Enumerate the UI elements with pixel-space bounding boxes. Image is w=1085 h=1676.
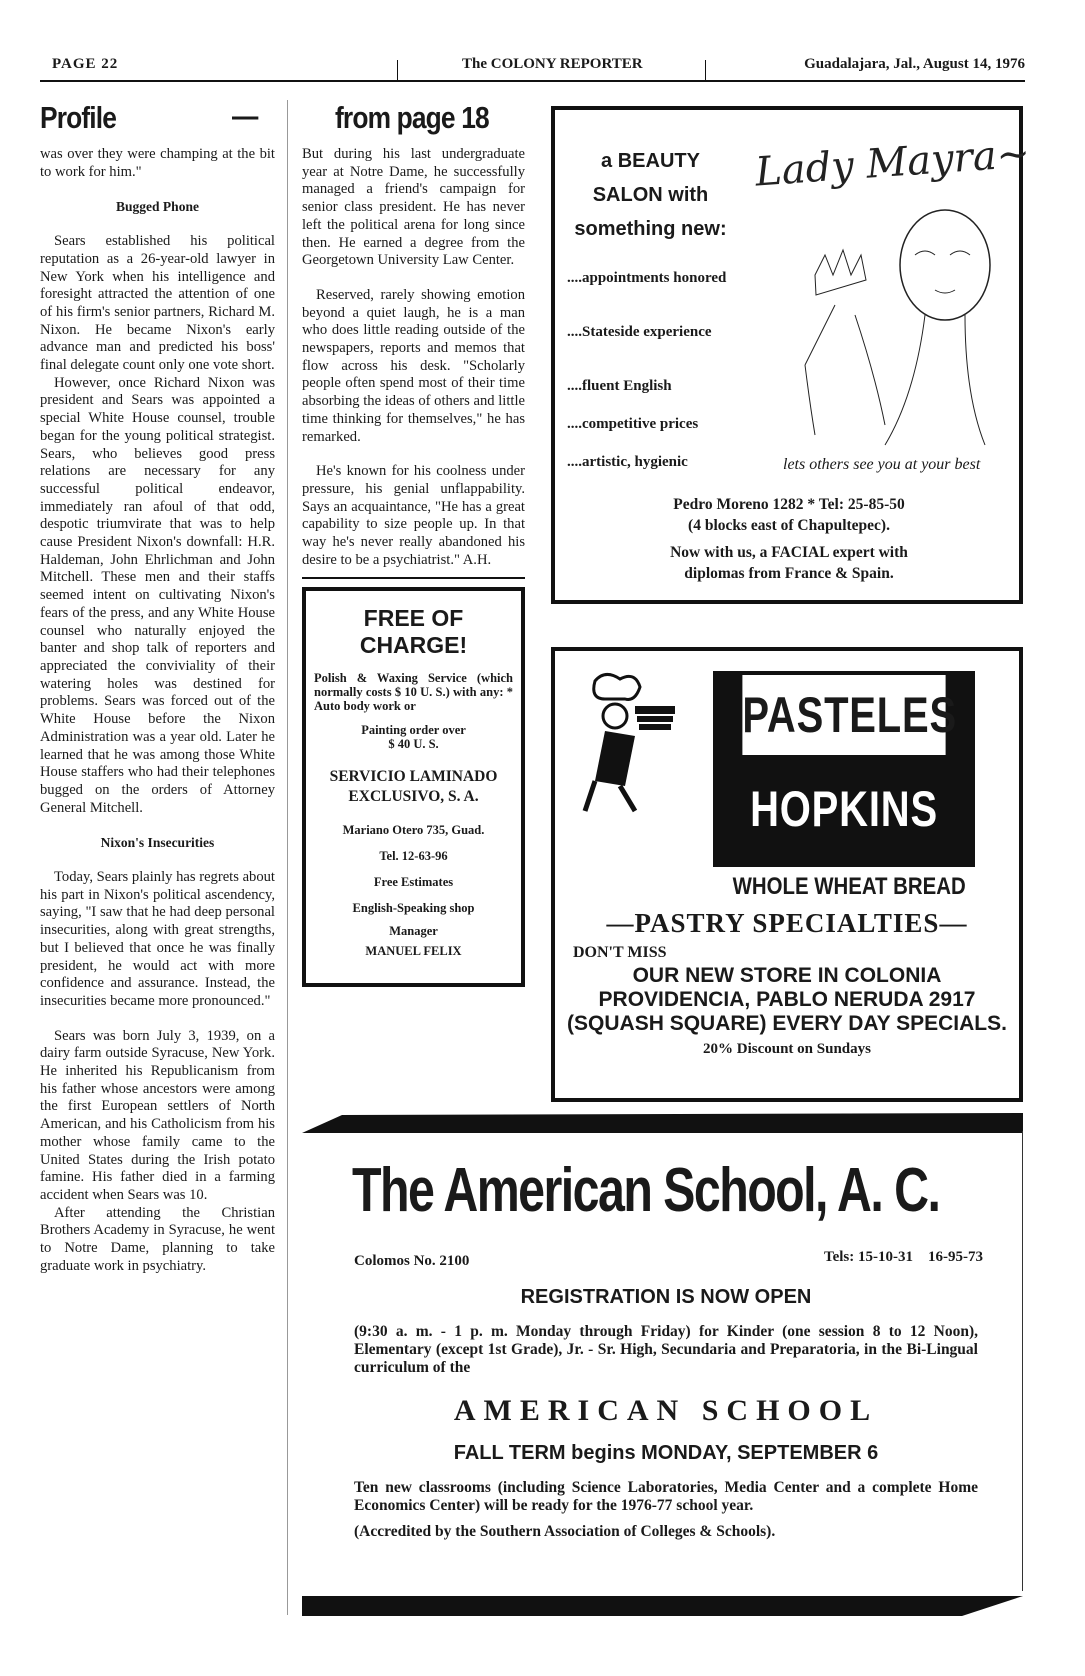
ad-headline bbox=[563, 144, 738, 246]
company-name: EXCLUSIVO, S. A. bbox=[348, 788, 479, 806]
ad-title bbox=[314, 605, 513, 659]
ad-phone: Tel. 12-63-96 bbox=[379, 849, 448, 864]
ad-bread: WHOLE WHEAT BREAD bbox=[732, 873, 966, 900]
ad-pastry: —PASTRY SPECIALTIES— bbox=[606, 908, 968, 938]
top-border-icon bbox=[302, 1113, 1023, 1133]
company-name: SERVICIO LAMINADO bbox=[329, 768, 498, 786]
ad-headline-line: a BEAUTY bbox=[601, 150, 700, 172]
ad-beauty-salon bbox=[551, 106, 1032, 604]
ad-store: OUR NEW STORE IN COLONIA PROVIDENCIA, PABLO NERUDA 2917 (SQUASH SQUARE) EVERY DAY SPECIALS. bbox=[567, 964, 1007, 1035]
paragraph: Reserved, rarely showing emotion beyond a quiet laugh, he is a man who does little reading outside of the newspapers, reports and memos that flow across his desk. "Scholarly people often spend most of their time absorbing the ideas of others and little time thinking for themselves," he has remarked. bbox=[302, 286, 525, 445]
ad-estimates: Free Estimates bbox=[373, 875, 454, 890]
paragraph: was over they were champing at the bit to work for him." bbox=[40, 146, 275, 180]
brand-name: HOPKINS bbox=[750, 781, 938, 837]
page-number: PAGE 22 bbox=[52, 56, 119, 72]
ad-free-of-charge bbox=[302, 587, 525, 987]
paragraph: But during his last undergraduate year at Notre Dame, he successfully managed a friend's campaign for senior class president. He has never left the political arena for long since then. He earned a degree from the Georgetown University Law Center. bbox=[302, 146, 525, 269]
ad-painting: Painting order over bbox=[361, 723, 466, 738]
pastry-chef-icon bbox=[575, 671, 685, 821]
paragraph: However, once Richard Nixon was president and Sears was appointed a special White House counsel, trouble began for the young political strategist. Sears, who believes good press relations are necessary for any successful political endeavor, immediately ran afoul of that odd, despotic triumvirate that was to help cause President Nixon's downfall: H.R. Haldeman, John Ehrlichman and John Mitchell. These men and their staffs seemed intent on cultivating Nixon's fears of the press, and any White House counsel who naturally enjoyed the banter and shop talk of reporters and appreciated the conviviality of their watering holes was destined for problems. Sears was forced out of the White House before the Nixon Administration was a year old. Later he learned that he was among those White House staffers who had their telephones bugged on the orders of Attorney General Mitchell. bbox=[40, 374, 275, 816]
school-accreditation: (Accredited by the Southern Association of Colleges & Schools). bbox=[354, 1523, 776, 1540]
school-address: Colomos No. 2100 bbox=[354, 1253, 470, 1269]
headline-left: Profile bbox=[40, 100, 117, 135]
ad-feature: ....appointments honored bbox=[567, 270, 727, 286]
ad-feature: ....competitive prices bbox=[567, 416, 699, 432]
ad-title-line: CHARGE! bbox=[359, 632, 468, 659]
ad-feature: ....Stateside experience bbox=[567, 324, 712, 340]
ad-pasteles-hopkins bbox=[551, 647, 1023, 1102]
masthead-divider bbox=[705, 60, 706, 80]
ad-slogan: lets others see you at your best bbox=[783, 456, 981, 473]
article-end-rule bbox=[302, 577, 525, 579]
column-divider bbox=[287, 100, 288, 1615]
ad-american-school bbox=[302, 1113, 1023, 1616]
ad-feature-list bbox=[567, 270, 772, 471]
school-hours: (9:30 a. m. - 1 p. m. Monday through Friday) for Kinder (one session 8 to 12 Noon), Elementary (except 1st Grade), Jr. - Sr. High, Secundaria and Preparatoria, in the Bi-Lingual curriculum of the bbox=[354, 1323, 978, 1376]
headline-right: from page 18 bbox=[335, 100, 489, 135]
ad-address: Mariano Otero 735, Guad. bbox=[342, 823, 485, 838]
article-column-2 bbox=[302, 146, 525, 569]
paragraph: Today, Sears plainly has regrets about his part in Nixon's political ascendency, saying, "I saw that he had deep personal insecurities, along with great strengths, but I believed that once he was finally president, he would act with more confidence and assurance. Instead, the insecurities became more pronounced." bbox=[40, 869, 275, 1009]
school-name: AMERICAN SCHOOL bbox=[453, 1394, 879, 1427]
right-border bbox=[1022, 1131, 1023, 1591]
ad-amount: $ 40 U. S. bbox=[388, 737, 439, 752]
ad-body: Polish & Waxing Service (which normally costs $ 10 U. S.) with any: * Auto body work or bbox=[314, 671, 513, 714]
masthead-rule bbox=[40, 80, 1025, 82]
subheading: Bugged Phone bbox=[116, 199, 199, 215]
school-phones: Tels: 15-10-31 16-95-73 bbox=[823, 1249, 983, 1265]
paper-name: The COLONY REPORTER bbox=[462, 56, 643, 72]
dateline: Guadalajara, Jal., August 14, 1976 bbox=[804, 56, 1025, 72]
ad-dont-miss: DON'T MISS bbox=[573, 944, 667, 961]
masthead bbox=[40, 54, 1025, 78]
paragraph: After attending the Christian Brothers Academy in Syracuse, he went to Notre Dame, planning to take graduate work in psychiatry. bbox=[40, 1204, 275, 1274]
ad-discount: 20% Discount on Sundays bbox=[703, 1041, 871, 1057]
school-fall-term: FALL TERM begins MONDAY, SEPTEMBER 6 bbox=[453, 1442, 879, 1464]
paragraph: Sears established his political reputation as a 26-year-old lawyer in New York when his intelligence and foresight attracted the attention of one of his firm's senior partners, Richard M. Nixon. He became Nixon's early advance man and predicted his boss' final delegate count only one vote short. bbox=[40, 233, 275, 374]
woman-illustration-icon bbox=[775, 205, 1015, 450]
school-registration: REGISTRATION IS NOW OPEN bbox=[520, 1286, 812, 1308]
brand-logo bbox=[713, 671, 975, 867]
masthead-divider bbox=[397, 60, 398, 80]
school-classrooms: Ten new classrooms (including Science Laboratories, Media Center and a complete Home Economics Center) will be ready for the 1976-77 school year. bbox=[354, 1479, 978, 1514]
ad-headline-line: SALON with bbox=[592, 184, 709, 206]
school-text-stack bbox=[354, 1285, 978, 1541]
ad-english: English-Speaking shop bbox=[352, 901, 475, 916]
subheading: Nixon's Insecurities bbox=[100, 835, 215, 851]
column-2-stack bbox=[302, 146, 525, 987]
ad-feature: ....artistic, hygienic bbox=[567, 454, 688, 470]
ad-address: Pedro Moreno 1282 * Tel: 25-85-50 bbox=[673, 496, 905, 513]
school-title: The American School, A. C. bbox=[352, 1156, 940, 1225]
ad-title-line: FREE OF bbox=[363, 605, 464, 632]
ad-manager: MANUEL FELIX bbox=[365, 944, 462, 959]
pasteles-text-stack bbox=[555, 873, 1019, 1058]
headline-dash: — bbox=[232, 98, 258, 133]
brand-name: PASTELES bbox=[742, 675, 945, 755]
ad-directions: (4 blocks east of Chapultepec). bbox=[688, 517, 890, 534]
bottom-border-icon bbox=[302, 1596, 1023, 1616]
paragraph: He's known for his coolness under pressure, his genial unflappability. Says an acquaintance, "He has a great capability to size people up. In that way he's never really abandoned his desire to be a psychiatrist." A.H. bbox=[302, 463, 525, 568]
ad-headline-line: something new: bbox=[574, 218, 727, 240]
ad-manager-label: Manager bbox=[389, 924, 438, 939]
ad-feature: ....fluent English bbox=[567, 378, 672, 394]
paragraph: Sears was born July 3, 1939, on a dairy farm outside Syracuse, New York. He inherited his Republicanism from his father whose ancestors were among the first European settlers of North American, and his Catholicism from his mother whose family came to the United States during the Irish potato famine. His father died in a farming accident when Sears was 10. bbox=[40, 1027, 275, 1203]
ad-facial: Now with us, a FACIAL expert with diplomas from France & Spain. bbox=[670, 544, 908, 582]
brand-signature: Lady Mayra~ bbox=[753, 130, 1032, 196]
article-column-1 bbox=[40, 146, 275, 1275]
